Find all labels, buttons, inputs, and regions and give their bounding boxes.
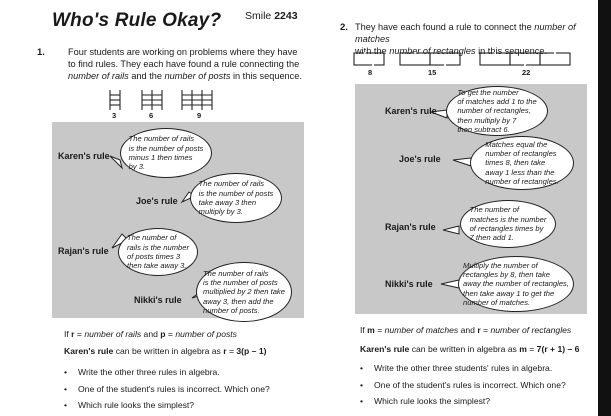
q1-karen-label: Karen's rule [58, 151, 110, 161]
q2-joe-label: Joe's rule [399, 154, 441, 164]
q1-intro-line3: number of rails and the number of posts in this sequence. [68, 71, 302, 81]
q1-algebra-example: Karen's rule can be written in algebra as r = 3(p – 1) [64, 346, 267, 356]
q2-task-item: • Which rule looks the simplest? [360, 395, 596, 412]
q1-task-list [64, 366, 304, 416]
q1-figure-label-3: 9 [197, 111, 202, 120]
q2-figure-label-1: 8 [368, 68, 373, 77]
smile-prefix: Smile [245, 10, 272, 22]
q1-intro-line1: Four students are working on problems where they have [68, 47, 298, 57]
q2-figure-label-3: 22 [522, 68, 531, 77]
q2-nikki-label: Nikki's rule [385, 279, 433, 289]
q1-task-item: • One of the student's rules is incorrect. Which one? [64, 383, 304, 400]
q2-joe-rule-bubble: Matches equal the number of rectangles times 8, then take away 1 less than the number of rectangles. [470, 136, 574, 190]
worksheet-title: Who's Rule Okay? [52, 10, 222, 31]
q1-number: 1. [37, 47, 45, 58]
q1-figure-label-1: 3 [112, 111, 117, 120]
q2-karen-label: Karen's rule [385, 106, 437, 116]
q1-definition: If r = number of rails and p = number of posts [64, 329, 237, 339]
q2-definition: If m = number of matches and r = number of rectangles [360, 325, 572, 335]
q1-fence-sequence-figure [100, 88, 230, 120]
q1-rajan-rule-bubble: The number of rails is the number of posts times 3 then take away 3. [118, 228, 198, 276]
q2-task-item: • One of the student's rules is incorrect. Which one? [360, 379, 596, 396]
q2-number: 2. [340, 22, 348, 33]
smile-reference [245, 10, 298, 22]
q1-nikki-rule-bubble: The number of rails is the number of posts multiplied by 2 then take away 3, then add the number of posts. [196, 262, 292, 322]
q2-intro-line2: with the number of rectangles in this sequence. [355, 46, 548, 56]
q2-matches-sequence-figure [350, 50, 590, 72]
q1-intro-line2: to find rules. They each have found a rule connecting the [68, 59, 300, 69]
q2-algebra-example: Karen's rule can be written in algebra as m = 7(r + 1) – 6 [360, 344, 580, 354]
q1-rajan-label: Rajan's rule [58, 246, 109, 256]
q2-intro-line1: They have each found a rule to connect the number of matches [355, 22, 576, 44]
q1-karen-rule-bubble: The number of rails is the number of posts minus 1 then times by 3. [120, 128, 212, 178]
q2-task-item: • Write the other three students' rules in algebra. [360, 362, 596, 379]
q2-figure-label-2: 15 [428, 68, 437, 77]
q1-nikki-label: Nikki's rule [134, 295, 182, 305]
q1-task-item: • Write the other three rules in algebra. [64, 366, 304, 383]
q1-intro [68, 46, 308, 82]
q1-figure-label-2: 6 [149, 111, 154, 120]
q1-task-item: • Which rule looks the simplest? [64, 399, 304, 416]
scan-edge [598, 0, 611, 416]
q2-nikki-rule-bubble: Multiply the number of rectangles by 8, then take away the number of rectangles, then take away 1 to get the number of matches. [458, 256, 574, 312]
smile-number: 2243 [274, 10, 298, 22]
q1-joe-label: Joe's rule [136, 196, 178, 206]
q1-joe-rule-bubble: The number of rails is the number of posts take away 3 then multiply by 3. [190, 173, 282, 223]
q2-rajan-label: Rajan's rule [385, 222, 436, 232]
q2-rajan-rule-bubble: The number of matches is the number of rectangles times by 7 then add 1. [460, 200, 556, 248]
q2-task-list [360, 362, 596, 412]
q2-karen-rule-bubble: To get the number of matches add 1 to the number of rectangles, then multiply by 7 then subtract 6. [446, 86, 548, 136]
